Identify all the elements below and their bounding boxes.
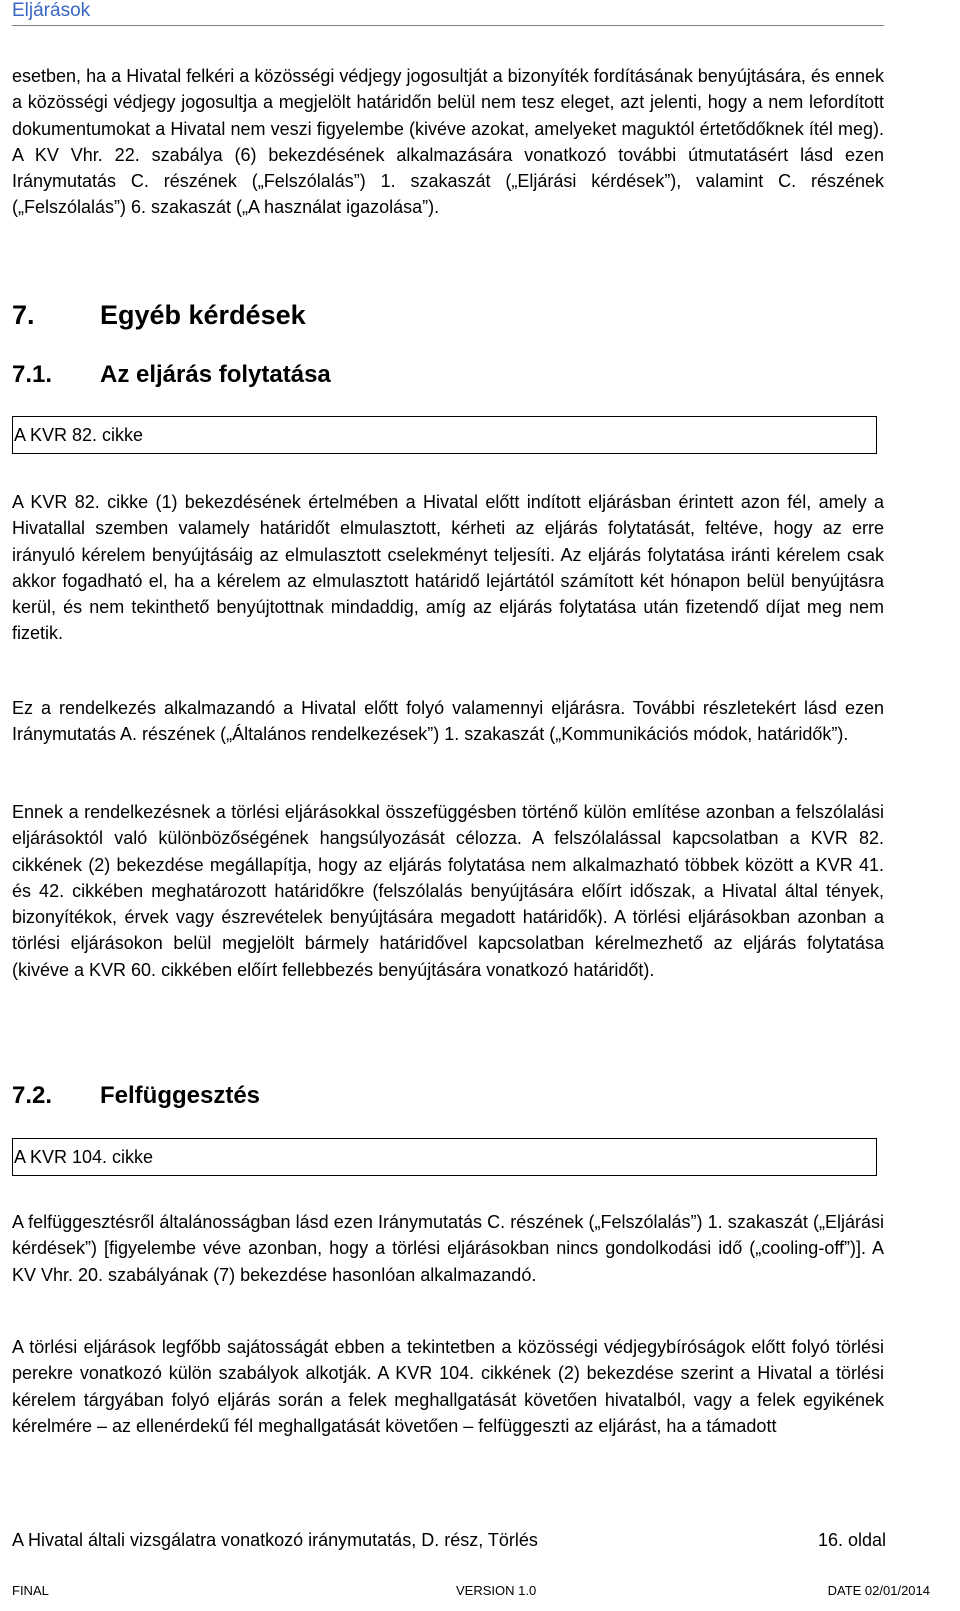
article-reference-82: A KVR 82. cikke: [14, 425, 144, 445]
section-7-heading: [12, 300, 306, 331]
section-7-2-number: 7.2.: [12, 1082, 53, 1109]
paragraph-1-text: esetben, ha a Hivatal felkéri a közösségi védjegy jogosultját a bizonyíték fordításának benyújtására, és ennek a közösségi védjegy jogosultja a megjelölt határidőn belül nem tesz eleget, azt jelenti, hogy a nem lefordított dokumentumokat a Hivatal nem veszi figyelembe (kivéve azokat, amelyeket maguktól értetődőknek ítél meg). A KV Vhr. 22. szabálya (6) bekezdésének alkalmazására vonatkozó további útmutatásért lásd ezen Iránymutatás C. részének („Felszólalás”) 1. szakaszát („Eljárási kérdések”), valamint C. részének („Felszólalás”) 6. szakaszát („A használat igazolása”).: [12, 66, 884, 218]
paragraph-4: [12, 799, 884, 983]
article-reference-104: A KVR 104. cikke: [14, 1147, 154, 1167]
paragraph-2-text: A KVR 82. cikke (1) bekezdésének értelmében a Hivatal előtt indított eljárásban érintett azon fél, amely a Hivatallal szemben valamely határidőt elmulasztott, kérheti az eljárás folytatását, feltéve, hogy az erre irányuló kérelem benyújtásáig az elmulasztott cselekményt teljesíti. Az eljárás folytatása iránti kérelem csak akkor fogadható el, ha a kérelem az elmulasztott határidő lejártától számított két hónapon belül benyújtásra kerül, és nem tekinthető benyújtottnak mindaddig, amíg az eljárás folytatása után fizetendő díjat meg nem fizetik.: [12, 492, 884, 644]
paragraph-6: [12, 1334, 884, 1439]
section-7-title: Egyéb kérdések: [100, 300, 306, 330]
paragraph-2: [12, 489, 884, 647]
paragraph-3: [12, 695, 884, 748]
paragraph-4-text: Ennek a rendelkezésnek a törlési eljárásokkal összefüggésben történő külön említése azonban a felszólalási eljárásoktól való különbözőségének hangsúlyozását célozza. A felszólalással kapcsolatban a KVR 82. cikkének (2) bekezdése megállapítja, hogy az eljárás folytatása nem alkalmazható többek között a KVR 41. és 42. cikkében meghatározott határidőkre (felszólalás benyújtására előírt időszak, a Hivatal által tények, bizonyítékok, érvek vagy észrevételek benyújtására megadott határidők). A törlési eljárásokban azonban a törlési eljárásokon belül megjelölt bármely határidővel kapcsolatban kérelmezhető az eljárás folytatása (kivéve a KVR 60. cikkében előírt fellebbezés benyújtására vonatkozó határidőt).: [12, 802, 884, 980]
paragraph-6-text: A törlési eljárások legfőbb sajátosságát ebben a tekintetben a közösségi védjegybíróságok előtt folyó törlési perekre vonatkozó külön szabályok alkotják. A KVR 104. cikkének (2) bekezdése szerint a Hivatal a törlési kérelem tárgyában folyó eljárás során a felek meghallgatását követően hivatalból, vagy a felek egyikének kérelmére – az ellenérdekű fél meghallgatását követően – felfüggeszti az eljárást, ha a támadott: [12, 1337, 884, 1436]
footer-title-line: [12, 1530, 884, 1551]
article-reference-box-104: [12, 1138, 877, 1176]
paragraph-5: [12, 1209, 884, 1288]
article-reference-box-82: [12, 416, 877, 454]
section-7-1-heading: [12, 361, 331, 389]
footer-page-number: 16. oldal: [817, 1530, 886, 1550]
section-7-1-number: 7.1.: [12, 361, 53, 388]
section-7-2-heading: [12, 1082, 260, 1110]
page-header: [12, 0, 884, 26]
footer-version: VERSION 1.0: [456, 1583, 537, 1598]
footer-status: FINAL: [12, 1583, 49, 1598]
paragraph-3-text: Ez a rendelkezés alkalmazandó a Hivatal előtt folyó valamennyi eljárásra. További részletekért lásd ezen Iránymutatás A. részének („Általános rendelkezések”) 1. szakaszát („Kommunikációs módok, határidők”).: [12, 698, 884, 745]
section-7-number: 7.: [12, 300, 35, 330]
footer-doc-title: A Hivatal általi vizsgálatra vonatkozó iránymutatás, D. rész, Törlés: [12, 1530, 538, 1550]
header-title: Eljárások: [12, 0, 91, 21]
section-7-2-title: Felfüggesztés: [100, 1082, 261, 1109]
footer-date: DATE 02/01/2014: [827, 1583, 930, 1598]
section-7-1-title: Az eljárás folytatása: [100, 361, 331, 388]
paragraph-1: [12, 63, 884, 221]
paragraph-5-text: A felfüggesztésről általánosságban lásd ezen Iránymutatás C. részének („Felszólalás”) 1. szakaszát („Eljárási kérdések”) [figyelembe véve azonban, hogy a törlési eljárásokban nincs gondolkodási idő („cooling-off”)]. A KV Vhr. 20. szabályának (7) bekezdése hasonlóan alkalmazandó.: [12, 1212, 884, 1285]
